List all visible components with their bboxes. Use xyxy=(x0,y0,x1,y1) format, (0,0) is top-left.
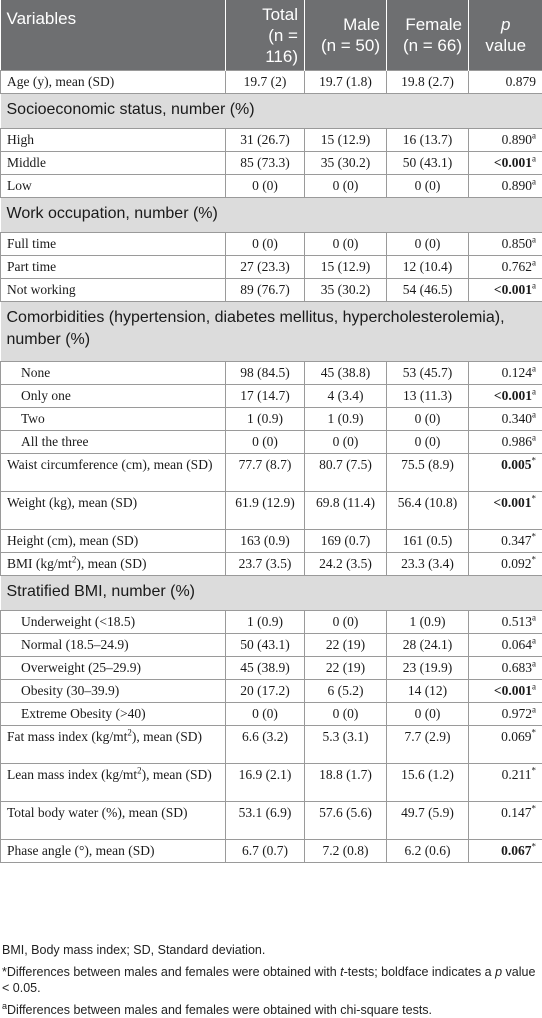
cell-male: 15 (12.9) xyxy=(305,129,387,152)
cell-male: 0 (0) xyxy=(305,175,387,198)
cell-total: 31 (26.7) xyxy=(226,129,305,152)
cell-female: 15.6 (1.2) xyxy=(387,764,469,802)
variable-label: Fat mass index $(kg/mt^2)$, mean (SD) xyxy=(1,726,226,764)
table-row xyxy=(1,634,542,657)
cell-female: 0 (0) xyxy=(387,408,469,431)
cell-total: 45 (38.9) xyxy=(226,657,305,680)
cell-p-value: 0.124$^a$ xyxy=(469,362,542,385)
cell-total: 6.6 (3.2) xyxy=(226,726,305,764)
cell-p-value: 0.850$^a$ xyxy=(469,233,542,256)
cell-male: 35 (30.2) xyxy=(305,279,387,302)
cell-p-value: 0.513$^a$ xyxy=(469,611,542,634)
table-row xyxy=(1,175,542,198)
cell-female: 0 (0) xyxy=(387,175,469,198)
cell-total: 19.7 (2) xyxy=(226,71,305,94)
cell-female: 0 (0) xyxy=(387,233,469,256)
cell-female: 56.4 (10.8) xyxy=(387,492,469,530)
cell-total: 61.9 (12.9) xyxy=(226,492,305,530)
variable-label: Full time xyxy=(1,233,226,256)
cell-p-value: 0.005* xyxy=(469,454,542,492)
table-row xyxy=(1,530,542,553)
header-male: Male (n = 50) xyxy=(305,0,387,71)
header-total: Total (n = 116) xyxy=(226,0,305,71)
cell-p-value: 0.069* xyxy=(469,726,542,764)
cell-male: 69.8 (11.4) xyxy=(305,492,387,530)
cell-total: 77.7 (8.7) xyxy=(226,454,305,492)
table-row xyxy=(1,680,542,703)
cell-p-value: 0.092* xyxy=(469,553,542,576)
section-title: Stratified BMI, number (%) xyxy=(1,576,542,611)
cell-male: 4 (3.4) xyxy=(305,385,387,408)
cell-total: 0 (0) xyxy=(226,175,305,198)
section-title: Work occupation, number (%) xyxy=(1,198,542,233)
variable-label: Extreme Obesity (>40) xyxy=(1,703,226,726)
cell-total: 6.7 (0.7) xyxy=(226,840,305,863)
cell-female: 54 (46.5) xyxy=(387,279,469,302)
variable-label: High xyxy=(1,129,226,152)
table-row xyxy=(1,492,542,530)
header-variables: Variables xyxy=(1,0,226,71)
variable-label: Normal (18.5–24.9) xyxy=(1,634,226,657)
table-row xyxy=(1,233,542,256)
cell-total: 23.7 (3.5) xyxy=(226,553,305,576)
cell-p-value: 0.064$^a$ xyxy=(469,634,542,657)
variable-label: Overweight (25–29.9) xyxy=(1,657,226,680)
table-row xyxy=(1,840,542,863)
header-p-value: p value xyxy=(469,0,542,71)
table-header xyxy=(1,0,542,71)
cell-female: 19.8 (2.7) xyxy=(387,71,469,94)
variable-label: Lean mass index $(kg/mt^2)$, mean (SD) xyxy=(1,764,226,802)
cell-female: 75.5 (8.9) xyxy=(387,454,469,492)
footnote-star: *Differences between males and females were obtained with t-tests; boldface indicates a p value < 0.05. xyxy=(2,964,540,996)
table-row xyxy=(1,129,542,152)
header-female-n: (n = 66) xyxy=(393,35,462,56)
cell-p-value: 0.347* xyxy=(469,530,542,553)
cell-male: 5.3 (3.1) xyxy=(305,726,387,764)
cell-female: 28 (24.1) xyxy=(387,634,469,657)
cell-total: 27 (23.3) xyxy=(226,256,305,279)
cell-p-value: <0.001$^a$ xyxy=(469,279,542,302)
cell-female: 49.7 (5.9) xyxy=(387,802,469,840)
table-row xyxy=(1,726,542,764)
variable-label: Weight (kg), mean (SD) xyxy=(1,492,226,530)
cell-male: 19.7 (1.8) xyxy=(305,71,387,94)
cell-total: 0 (0) xyxy=(226,703,305,726)
variable-label: Underweight (<18.5) xyxy=(1,611,226,634)
cell-p-value: 0.211* xyxy=(469,764,542,802)
cell-total: 17 (14.7) xyxy=(226,385,305,408)
cell-total: 89 (76.7) xyxy=(226,279,305,302)
variable-label: Not working xyxy=(1,279,226,302)
cell-female: 7.7 (2.9) xyxy=(387,726,469,764)
section-header-row xyxy=(1,94,542,129)
cell-male: 7.2 (0.8) xyxy=(305,840,387,863)
variable-label: Total body water (%), mean (SD) xyxy=(1,802,226,840)
cell-p-value: <0.001$^a$ xyxy=(469,152,542,175)
cell-male: 57.6 (5.6) xyxy=(305,802,387,840)
cell-female: 50 (43.1) xyxy=(387,152,469,175)
cell-total: 53.1 (6.9) xyxy=(226,802,305,840)
footnote-a: $^a$Differences between males and females were obtained with chi-square tests. xyxy=(2,1002,540,1018)
table-row xyxy=(1,431,542,454)
table-row xyxy=(1,454,542,492)
table-row xyxy=(1,611,542,634)
cell-male: 6 (5.2) xyxy=(305,680,387,703)
variable-label: Two xyxy=(1,408,226,431)
header-total-n: (n = 116) xyxy=(232,25,298,67)
cell-female: 23 (19.9) xyxy=(387,657,469,680)
cell-p-value: 0.890$^a$ xyxy=(469,129,542,152)
cell-male: 45 (38.8) xyxy=(305,362,387,385)
table-body xyxy=(1,71,542,863)
table-row xyxy=(1,71,542,94)
table-row xyxy=(1,764,542,802)
cell-male: 0 (0) xyxy=(305,611,387,634)
cell-p-value: 0.879 xyxy=(469,71,542,94)
variable-label: Low xyxy=(1,175,226,198)
cell-female: 6.2 (0.6) xyxy=(387,840,469,863)
variable-label: Age (y), mean (SD) xyxy=(1,71,226,94)
footnote-abbreviations: BMI, Body mass index; SD, Standard deviation. xyxy=(2,942,540,958)
cell-p-value: 0.067* xyxy=(469,840,542,863)
variable-label: Obesity (30–39.9) xyxy=(1,680,226,703)
cell-p-value: <0.001$^a$ xyxy=(469,680,542,703)
cell-male: 80.7 (7.5) xyxy=(305,454,387,492)
table-row xyxy=(1,657,542,680)
variable-label: Height (cm), mean (SD) xyxy=(1,530,226,553)
cell-total: 50 (43.1) xyxy=(226,634,305,657)
variable-label: All the three xyxy=(1,431,226,454)
table-row xyxy=(1,703,542,726)
cell-p-value: 0.890$^a$ xyxy=(469,175,542,198)
cell-p-value: <0.001$^a$ xyxy=(469,385,542,408)
cell-p-value: 0.683$^a$ xyxy=(469,657,542,680)
cell-total: 20 (17.2) xyxy=(226,680,305,703)
cell-total: 98 (84.5) xyxy=(226,362,305,385)
cell-female: 53 (45.7) xyxy=(387,362,469,385)
cell-p-value: <0.001* xyxy=(469,492,542,530)
cell-p-value: 0.762$^a$ xyxy=(469,256,542,279)
table-row xyxy=(1,362,542,385)
variable-label: Middle xyxy=(1,152,226,175)
cell-male: 169 (0.7) xyxy=(305,530,387,553)
cell-total: 163 (0.9) xyxy=(226,530,305,553)
cell-female: 13 (11.3) xyxy=(387,385,469,408)
cell-male: 0 (0) xyxy=(305,233,387,256)
section-header-row xyxy=(1,576,542,611)
variable-label: BMI $(kg/mt^2)$, mean (SD) xyxy=(1,553,226,576)
cell-total: 0 (0) xyxy=(226,431,305,454)
cell-total: 85 (73.3) xyxy=(226,152,305,175)
cell-p-value: 0.986$^a$ xyxy=(469,431,542,454)
table-row xyxy=(1,279,542,302)
table-row xyxy=(1,408,542,431)
cell-male: 22 (19) xyxy=(305,634,387,657)
header-male-n: (n = 50) xyxy=(311,35,380,56)
section-header-row xyxy=(1,198,542,233)
cell-female: 0 (0) xyxy=(387,431,469,454)
cell-female: 23.3 (3.4) xyxy=(387,553,469,576)
cell-male: 35 (30.2) xyxy=(305,152,387,175)
cell-total: 16.9 (2.1) xyxy=(226,764,305,802)
cell-male: 0 (0) xyxy=(305,431,387,454)
cell-male: 22 (19) xyxy=(305,657,387,680)
cell-male: 15 (12.9) xyxy=(305,256,387,279)
cell-female: 1 (0.9) xyxy=(387,611,469,634)
section-title: Comorbidities (hypertension, diabetes mellitus, hypercholesterolemia), number (%) xyxy=(1,302,542,362)
cell-total: 1 (0.9) xyxy=(226,611,305,634)
variable-label: Part time xyxy=(1,256,226,279)
variable-label: Only one xyxy=(1,385,226,408)
table-row xyxy=(1,385,542,408)
cell-p-value: 0.147* xyxy=(469,802,542,840)
cell-male: 24.2 (3.5) xyxy=(305,553,387,576)
table-row xyxy=(1,152,542,175)
cell-male: 0 (0) xyxy=(305,703,387,726)
variable-label: None xyxy=(1,362,226,385)
cell-male: 1 (0.9) xyxy=(305,408,387,431)
variable-label: Waist circumference (cm), mean (SD) xyxy=(1,454,226,492)
cell-p-value: 0.340$^a$ xyxy=(469,408,542,431)
header-female: Female (n = 66) xyxy=(387,0,469,71)
table-row xyxy=(1,553,542,576)
cell-female: 14 (12) xyxy=(387,680,469,703)
section-header-row xyxy=(1,302,542,362)
footnotes xyxy=(0,942,542,1018)
table-row xyxy=(1,256,542,279)
cell-female: 161 (0.5) xyxy=(387,530,469,553)
section-title: Socioeconomic status, number (%) xyxy=(1,94,542,129)
cell-female: 12 (10.4) xyxy=(387,256,469,279)
cell-p-value: 0.972$^a$ xyxy=(469,703,542,726)
cell-female: 0 (0) xyxy=(387,703,469,726)
cell-male: 18.8 (1.7) xyxy=(305,764,387,802)
cell-total: 0 (0) xyxy=(226,233,305,256)
table-row xyxy=(1,802,542,840)
cell-total: 1 (0.9) xyxy=(226,408,305,431)
variable-label: Phase angle (°), mean (SD) xyxy=(1,840,226,863)
cell-female: 16 (13.7) xyxy=(387,129,469,152)
